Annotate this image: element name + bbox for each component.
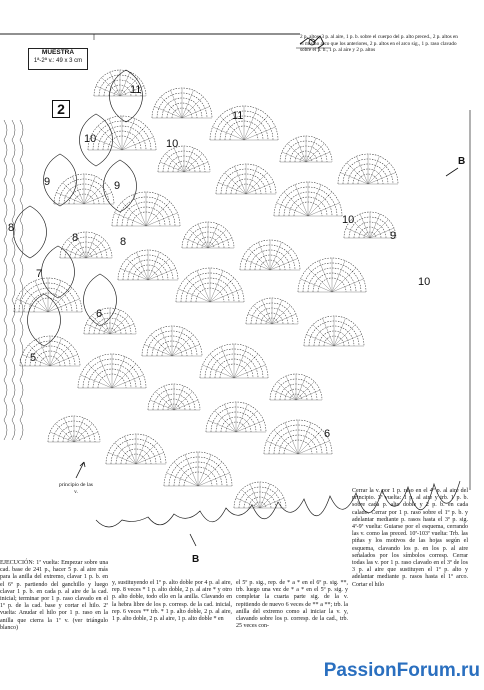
leaf-motifs [4,70,143,440]
motif-number: 6 [96,308,103,320]
pineapple-fan [106,434,166,464]
motif-number: 11 [232,110,244,122]
sample-size: 1ª-2ª v.: 49 x 3 cm [33,58,83,64]
motif-number: 10 [166,138,179,150]
chain-line [4,120,7,440]
motif-number: 9 [44,176,51,188]
pineapple-fan [182,222,234,248]
pineapple-fan [338,154,398,184]
pineapple-fan [264,420,332,454]
motif-number: 8 [120,236,127,248]
pineapple-fan [54,174,114,204]
watermark: PassionForum.ru [262,655,484,690]
pineapple-fan [148,384,200,410]
motif-number: 6 [324,428,331,440]
sample-box [28,48,88,70]
pineapple-motifs [14,70,460,527]
pineapple-fan [280,136,332,162]
pineapple-fan [240,240,300,270]
leaf-shape [14,206,47,258]
motif-number: 10 [84,133,97,145]
motif-number: 9 [114,180,121,192]
leaf-shape [42,246,75,298]
chain-line [12,120,15,440]
motif-number: 5 [30,352,37,364]
pineapple-fan [164,452,232,486]
pineapple-fan [84,308,136,334]
pineapple-fan [200,344,268,378]
instructions-column-3: el 5º p. sig., rep. de * a * en el 6º p. sig. **, trb. luego una vez de * a * en el 5º p. sig. y completar la cuarta parte sig. de la v. repitiendo de nuevo 6 veces de ** a **; trb. la anilla del extremo como al iniciar la v. y, clavando sobre los p. corresp. de la cad., trb. 25 veces con- [236,580,348,630]
instructions-column-4: Cerrar la v. por 1 p. raso en el 4º p. al aire del principio. 3ª vuelta: 1 p. al aire y trb. 1 p. b. sobre cada p. alto doble y 2 p. b. en cada calado. Cerrar por 1 p. raso sobre el 1º p. b. y adelantar mediante p. rasos hasta el 3º p. sig. 4ª-9ª vuelta: Guiarse por el esquema, cerrando las v. como las preced. 10ª-103ª vuelta: Trb. las piñas y los motivos de las hojas según el esquema, clavando los p. en los p. al aire señalados por los símbolos corresp. Cerrar todas las v. por 1 p. raso clavado en el 3º de los 3 p. al aire que sustituyen el 1º p. alto y adelantar mediante p. rasos hasta el 1º arco. Cortar el hilo [352,488,468,588]
motif-number: 9 [390,230,397,242]
pineapple-fan [118,250,178,280]
pineapple-fan [152,88,212,118]
pineapple-fan [210,106,278,140]
pineapple-fan [176,268,244,302]
pineapple-fan [270,374,322,400]
pineapple-fan [78,354,146,388]
figure-number: 2 [52,100,70,118]
motif-number: 8 [8,222,15,234]
leaf-shape [28,294,61,346]
motif-number: 11 [130,84,142,96]
pineapple-fan [206,402,266,432]
pineapple-fan [246,298,298,324]
sample-title: MUESTRA [41,49,75,56]
motif-number: 10 [342,214,355,226]
pineapple-fan [234,482,286,508]
instructions-column-2: y, sustituyendo el 1º p. alto doble por 4 p. al aire, rep. 8 veces * 1 p. alto doble, 2 p. al aire * y otro p. alto doble, todo ello en la anilla. Clavando en la hebra libre de los p. corresp. de la cad. inicial, rep. 6 veces ** trb. * 1 p. alto doble, 2 p. al aire, 1 p. alto doble, 2 p. al aire, 1 p. alto doble * en [112,580,232,623]
pineapple-fan [112,192,180,226]
pineapple-fan [304,316,364,346]
start-label: principio de las v. [59,482,93,495]
motif-number: 10 [418,276,431,288]
pineapple-fan [20,336,80,366]
pineapple-fan [216,164,276,194]
pineapple-fan [298,258,366,292]
pineapple-fan [142,326,202,356]
chain-line [20,120,23,440]
pineapple-fan [48,416,100,442]
letter-b-marker: B [192,554,200,565]
motif-number: 8 [72,232,79,244]
legend-text: 2 p. altos, 3 p. al aire, 1 p. b. sobre el cuerpo del p. alto preced., 2 p. altos en el mismo arco que los anteriores, 2 p. altos en el arco sig., 1 p. raso clavado sobre el p. b., 1 p. al aire y 2 p. altos [300,34,458,53]
instructions-column-1: EJECUCIÓN: 1ª vuelta: Empezar sobre una cad. base de 241 p., hacer 5 p. al aire más para la anilla del extremo, clavar 1 p. b. en el 6º p. partiendo del ganchillo y luego clavar 1 p. b. en cada p. al aire de la cad. inicial; terminar por 1 p. raso clavado en el 1º p. de la cad. base y cortar el hilo. 2ª vuelta: Anudar el hilo por 1 p. raso en la anilla que cierra la 1ª v. (ver triángulo blanco) [0,560,108,631]
pineapple-fan [88,116,156,150]
letter-b-marker: B [458,156,466,167]
motif-number: 7 [36,268,43,280]
pineapple-fan [274,182,342,216]
